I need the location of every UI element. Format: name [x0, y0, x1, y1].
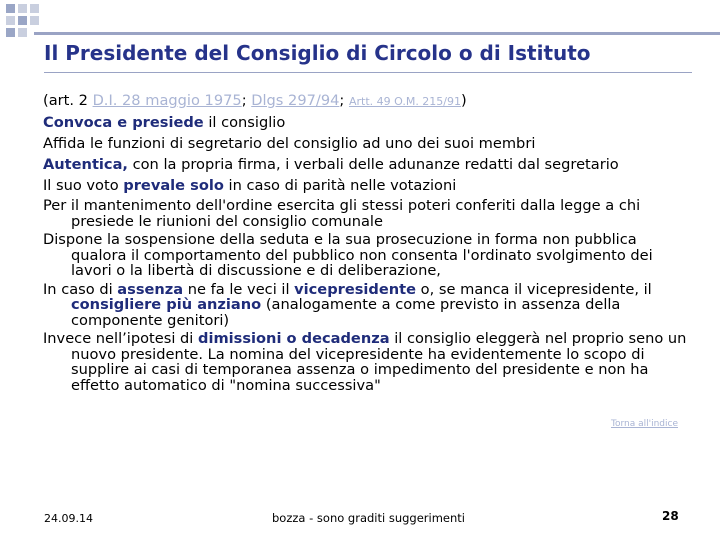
back-to-index-link[interactable]: Torna all'indice — [611, 419, 678, 429]
slide-body — [43, 92, 693, 396]
item-sospensione — [43, 232, 693, 279]
page-number: 28 — [662, 509, 679, 523]
item-affida — [43, 135, 693, 153]
body-text: (analogamente a come previsto in assenza della componente genitori) — [71, 296, 621, 329]
body-text: con la propria firma, i verbali delle adunanze redatti dal segretario — [127, 156, 619, 173]
item-autentica — [43, 156, 693, 174]
deco-square — [6, 16, 15, 25]
link-om-215-91[interactable]: Artt. 49 O.M. 215/91 — [348, 95, 462, 108]
body-text: Il suo voto — [43, 177, 124, 194]
body-text: Dispone la sospensione della seduta e la sua prosecuzione in forma non pubblica qualora il comportamento del pubblico non consenta l'ordinato svolgimento dei lavori o la libertà di discussione e di deliberazione, — [43, 231, 653, 279]
item-convoca — [43, 114, 693, 132]
deco-square — [30, 4, 39, 13]
body-text: In caso di — [43, 280, 118, 298]
header-rule — [34, 32, 720, 35]
footer-note: bozza - sono graditi suggerimenti — [272, 511, 466, 525]
deco-square — [18, 4, 27, 13]
body-text: o, se manca il vicepresidente, il — [416, 280, 652, 298]
refs-close: ) — [461, 92, 467, 109]
item-assenza — [43, 282, 693, 329]
body-text: il consiglio — [203, 114, 286, 131]
link-di-1975[interactable]: D.I. 28 maggio 1975 — [92, 92, 242, 109]
deco-square — [18, 28, 27, 37]
emphasis-text: assenza — [117, 280, 184, 298]
title-underline — [44, 72, 692, 73]
footer-date: 24.09.14 — [44, 512, 93, 525]
emphasis-text: consigliere più anziano — [71, 296, 262, 313]
body-text: in caso di parità nelle votazioni — [223, 177, 457, 194]
item-dimissioni — [43, 331, 693, 393]
link-dlgs-297-94[interactable]: Dlgs 297/94 — [251, 92, 340, 109]
legal-references — [43, 92, 693, 111]
refs-separator: ; — [339, 92, 349, 109]
item-voto — [43, 177, 693, 195]
deco-square — [6, 4, 15, 13]
body-text: ne fa le veci il — [183, 280, 295, 298]
emphasis-text: vicepresidente — [294, 280, 417, 298]
item-ordine — [43, 198, 693, 229]
emphasis-text: Autentica, — [43, 156, 128, 173]
refs-separator: ; — [241, 92, 252, 109]
body-text: Invece nell’ipotesi di — [43, 330, 198, 347]
deco-square — [30, 16, 39, 25]
emphasis-text: dimissioni o decadenza — [198, 330, 390, 347]
emphasis-text: prevale solo — [123, 177, 224, 194]
body-text: Per il mantenimento dell'ordine esercita gli stessi poteri conferiti dalla legge a chi presiede le riunioni del consiglio comunale — [43, 197, 641, 230]
emphasis-text: Convoca e presiede — [43, 114, 204, 131]
deco-square — [6, 28, 15, 37]
deco-square — [18, 16, 27, 25]
page-title: Il Presidente del Consiglio di Circolo o di Istituto — [44, 41, 591, 65]
body-text: Affida le funzioni di segretario del consiglio ad uno dei suoi membri — [43, 135, 536, 152]
body-text: il consiglio eleggerà nel proprio seno un nuovo presidente. La nomina del vicepresidente ha evidentemente lo scopo di supplire ai casi di temporanea assenza o impedimento del presidente e non ha effetto automatico di "nomina successiva" — [71, 330, 687, 394]
refs-open: (art. 2 — [43, 92, 93, 109]
